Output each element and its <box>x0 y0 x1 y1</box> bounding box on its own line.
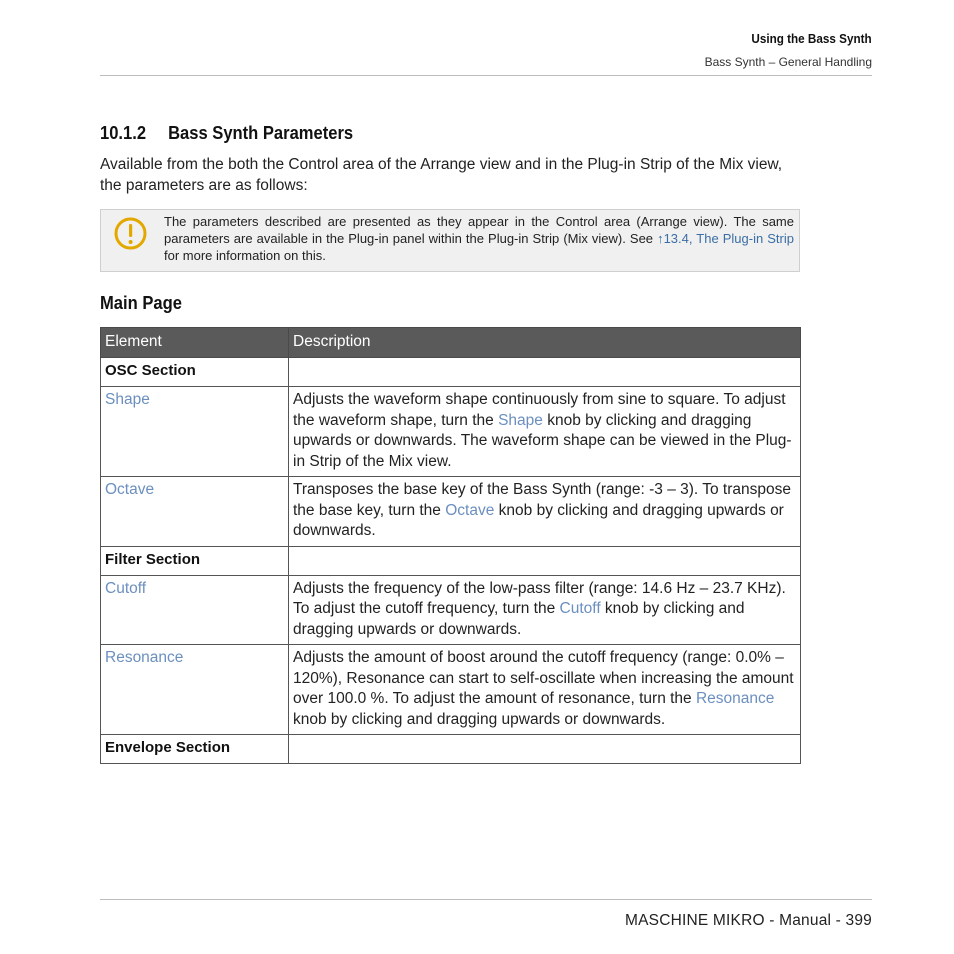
section-title: Bass Synth Parameters <box>168 123 354 143</box>
page-footer: MASCHINE MIKRO - Manual - 399 <box>625 912 872 929</box>
main-page-heading: Main Page <box>100 293 182 313</box>
section-heading <box>100 123 353 144</box>
table-row-octave <box>101 477 801 547</box>
desc-text: Adjusts the waveform shape continuously from sine to square. To adjust the waveform shape, turn the <box>293 391 786 429</box>
table-row-envelope-section <box>101 735 801 764</box>
desc-text: knob by clicking and dragging upwards or downwards. <box>293 600 745 638</box>
description-resonance <box>289 645 801 735</box>
empty-cell <box>289 735 801 764</box>
table-header-row <box>101 328 801 358</box>
element-octave: Octave <box>101 477 289 547</box>
description-octave <box>289 477 801 547</box>
exclamation-icon <box>114 217 147 250</box>
desc-text: Adjusts the amount of boost around the cutoff frequency (range: 0.0% – 120%), Resonance can start to self-oscillate when increasing the amount over 100.0 %. To adjust the amount of resonance, turn the <box>293 649 794 707</box>
keyword-octave: Octave <box>445 501 495 519</box>
table-row-cutoff <box>101 575 801 645</box>
note-text-after: for more information on this. <box>164 248 326 263</box>
table-row-resonance <box>101 645 801 735</box>
table-row-shape <box>101 387 801 477</box>
column-header-element: Element <box>101 328 289 358</box>
keyword-cutoff: Cutoff <box>559 600 601 617</box>
column-header-description: Description <box>289 328 801 358</box>
description-cutoff <box>289 575 801 645</box>
intro-paragraph: Available from the both the Control area of the Arrange view and in the Plug-in Strip of the Mix view, the parameters are as follows: <box>100 156 783 194</box>
desc-text: Transposes the base key of the Bass Synth (range: -3 – 3). To transpose the base key, turn the <box>293 481 791 519</box>
table-row-osc-section <box>101 358 801 387</box>
osc-section-label: OSC Section <box>101 358 289 387</box>
note-box <box>100 209 800 272</box>
note-text-before: The parameters described are presented as they appear in the Control area (Arrange view). The same parameters are available in the Plug-in panel within the Plug-in Strip (Mix view). See <box>164 214 794 246</box>
keyword-resonance: Resonance <box>695 690 775 707</box>
desc-text: knob by clicking and dragging upwards or downwards. <box>293 710 666 728</box>
filter-section-label: Filter Section <box>101 546 289 575</box>
desc-text: knob by clicking and dragging upwards or downwards. <box>293 501 784 539</box>
header-divider <box>100 75 872 76</box>
desc-text: Adjusts the frequency of the low-pass filter (range: 14.6 Hz – 23.7 KHz). To adjust the cutoff frequency, turn the <box>293 579 786 617</box>
parameters-table <box>100 327 801 764</box>
desc-text: knob by clicking and dragging upwards or downwards. The waveform shape can be viewed in the Plug-in Strip of the Mix view. <box>293 411 792 470</box>
element-resonance: Resonance <box>101 645 289 735</box>
element-cutoff: Cutoff <box>101 575 289 645</box>
empty-cell <box>289 546 801 575</box>
running-header-section: Bass Synth – General Handling <box>704 55 872 69</box>
keyword-shape: Shape <box>498 411 543 429</box>
running-header-chapter: Using the Bass Synth <box>751 31 872 46</box>
note-text <box>164 213 794 264</box>
section-number: 10.1.2 <box>100 123 147 143</box>
plugin-strip-link[interactable]: ↑13.4, The Plug-in Strip <box>657 231 794 246</box>
footer-divider <box>100 899 872 900</box>
element-shape: Shape <box>101 387 289 477</box>
table-row-filter-section <box>101 546 801 575</box>
description-shape <box>289 387 801 477</box>
envelope-section-label: Envelope Section <box>101 735 289 764</box>
empty-cell <box>289 358 801 387</box>
